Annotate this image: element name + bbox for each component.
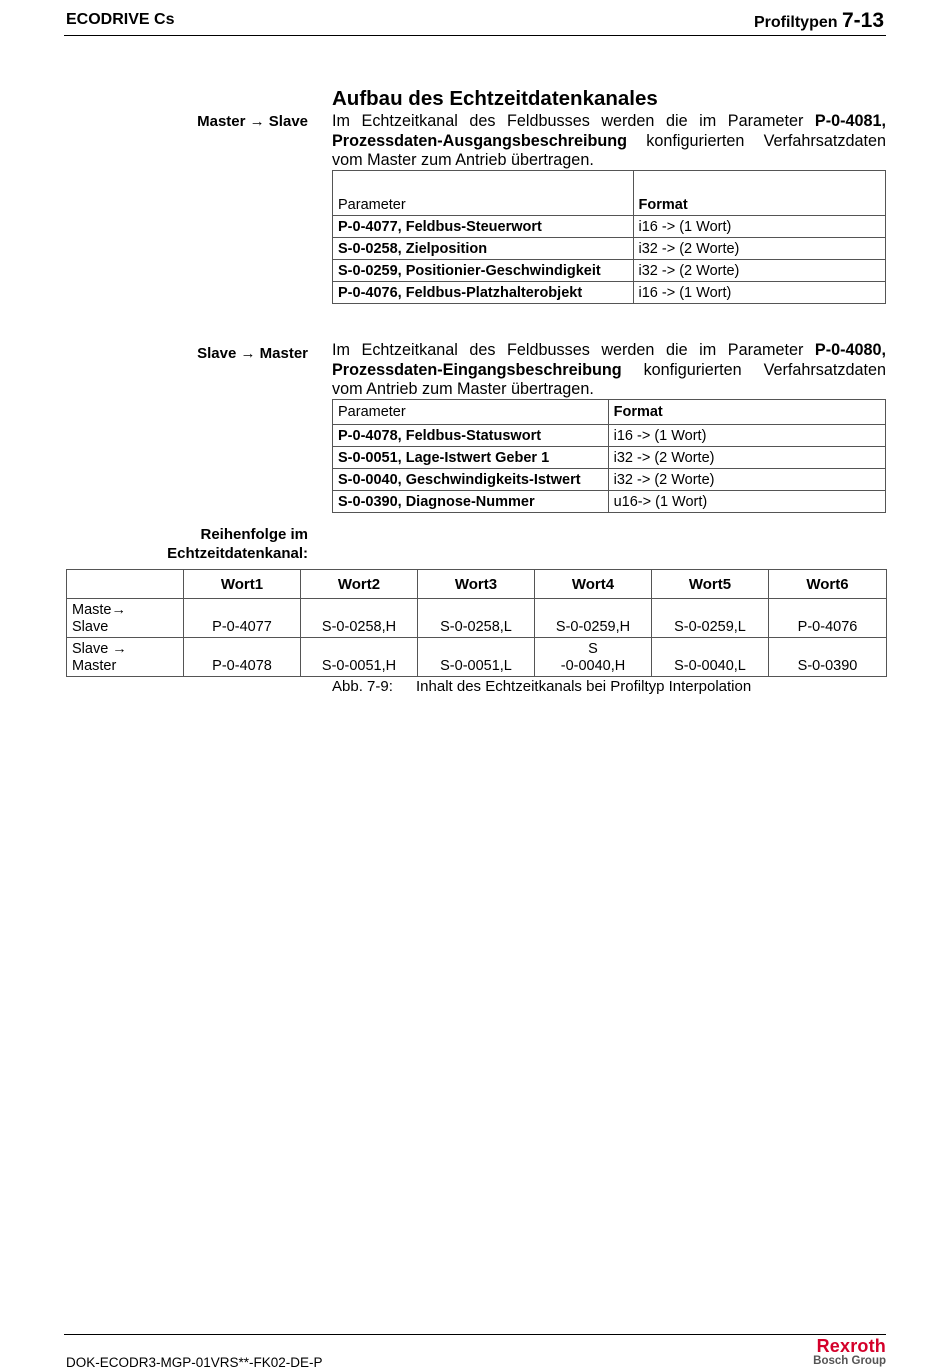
format-cell: i32 -> (2 Worte) <box>633 260 885 282</box>
footer-rule <box>64 1334 886 1335</box>
header-chapter <box>754 9 884 33</box>
page-number: 7-13 <box>841 9 884 32</box>
table-row <box>333 469 886 491</box>
caption-text: Inhalt des Echtzeitkanals bei Profiltyp Interpolation <box>416 678 752 695</box>
table-row <box>333 238 886 260</box>
caption-number: Abb. 7-9: <box>332 678 393 695</box>
table-row <box>333 282 886 304</box>
word-header: Wort1 <box>184 570 301 599</box>
parameter-cell: S-0-0259, Positionier-Geschwindigkeit <box>333 260 634 282</box>
table-row <box>333 447 886 469</box>
word-header: Wort3 <box>418 570 535 599</box>
paragraph-slave-master: Im Echtzeitkanal des Feldbusses werden die im Parameter P-0-4080, Prozessdaten-Eingangsbeschreibung konfigurierten Verfahrsatzdaten vom Antrieb zum Master übertragen. <box>332 341 886 398</box>
column-header-parameter: Parameter <box>333 171 634 216</box>
table-row <box>333 260 886 282</box>
margin-note-slave-master: Slave → Master <box>197 345 308 362</box>
word-header-empty <box>67 570 184 599</box>
footer-doc-id: DOK-ECODR3-MGP-01VRS**-FK02-DE-P <box>66 1355 323 1370</box>
parameter-cell: S-0-0390, Diagnose-Nummer <box>333 491 609 513</box>
table-row <box>333 425 886 447</box>
table-header-row <box>333 400 886 425</box>
word-row-slave-master <box>67 638 887 677</box>
margin-note-master-slave: Master → Slave <box>197 113 308 130</box>
parameter-cell: P-0-4078, Feldbus-Statuswort <box>333 425 609 447</box>
section-heading: Aufbau des Echtzeitdatenkanales <box>332 87 658 110</box>
word-cell: S-0-0259,L <box>652 599 769 638</box>
table-header-row <box>333 171 886 216</box>
table-row <box>333 491 886 513</box>
column-header-format: Format <box>633 171 885 216</box>
word-cell: S-0-0051,H <box>301 638 418 677</box>
parameter-cell: S-0-0040, Geschwindigkeits-Istwert <box>333 469 609 491</box>
word-header-row <box>67 570 887 599</box>
param-reference: P-0-4080, Prozessdaten-Eingangsbeschreibung <box>332 341 886 379</box>
parameter-cell: S-0-0258, Zielposition <box>333 238 634 260</box>
word-cell: S-0-0040,L <box>652 638 769 677</box>
parameter-cell: P-0-4077, Feldbus-Steuerwort <box>333 216 634 238</box>
rexroth-logo <box>813 1337 886 1368</box>
format-cell: i16 -> (1 Wort) <box>608 425 885 447</box>
header-doc-title: ECODRIVE Cs <box>66 11 175 28</box>
format-cell: i16 -> (1 Wort) <box>633 216 885 238</box>
word-cell: S-0-0259,H <box>535 599 652 638</box>
param-reference: P-0-4081, Prozessdaten-Ausgangsbeschreibung <box>332 112 886 150</box>
word-header: Wort6 <box>769 570 887 599</box>
word-cell: S-0-0390 <box>769 638 887 677</box>
word-cell: S-0-0258,L <box>418 599 535 638</box>
word-order-table <box>66 569 887 677</box>
word-header: Wort4 <box>535 570 652 599</box>
word-header: Wort5 <box>652 570 769 599</box>
column-header-format: Format <box>608 400 885 425</box>
word-cell: S-0-0258,H <box>301 599 418 638</box>
format-cell: i32 -> (2 Worte) <box>608 447 885 469</box>
column-header-parameter: Parameter <box>333 400 609 425</box>
margin-note-order: Reihenfolge im Echtzeitdatenkanal: <box>167 526 308 562</box>
table-row <box>333 216 886 238</box>
paragraph-master-slave: Im Echtzeitkanal des Feldbusses werden die im Parameter P-0-4081, Prozessdaten-Ausgangsbeschreibung konfigurierten Verfahrsatzdaten vom Master zum Antrieb übertragen. <box>332 112 886 169</box>
header-chapter-title: Profiltypen <box>753 14 842 31</box>
word-cell: S -0-0040,H <box>535 638 652 677</box>
word-cell: P-0-4076 <box>769 599 887 638</box>
parameter-table-output <box>332 170 886 304</box>
logo-brand: Rexroth <box>816 1336 886 1356</box>
word-row-master-slave <box>67 599 887 638</box>
row-label: Maste→ Slave <box>67 599 184 638</box>
format-cell: i16 -> (1 Wort) <box>633 282 885 304</box>
word-header: Wort2 <box>301 570 418 599</box>
word-cell: P-0-4077 <box>184 599 301 638</box>
figure-caption <box>332 678 751 695</box>
parameter-table-input <box>332 399 886 513</box>
format-cell: i32 -> (2 Worte) <box>633 238 885 260</box>
word-cell: P-0-4078 <box>184 638 301 677</box>
format-cell: u16-> (1 Wort) <box>608 491 885 513</box>
parameter-cell: S-0-0051, Lage-Istwert Geber 1 <box>333 447 609 469</box>
word-cell: S-0-0051,L <box>418 638 535 677</box>
parameter-cell: P-0-4076, Feldbus-Platzhalterobjekt <box>333 282 634 304</box>
header-rule <box>64 35 886 36</box>
logo-group: Bosch Group <box>813 1355 886 1367</box>
row-label: Slave → Master <box>67 638 184 677</box>
format-cell: i32 -> (2 Worte) <box>608 469 885 491</box>
